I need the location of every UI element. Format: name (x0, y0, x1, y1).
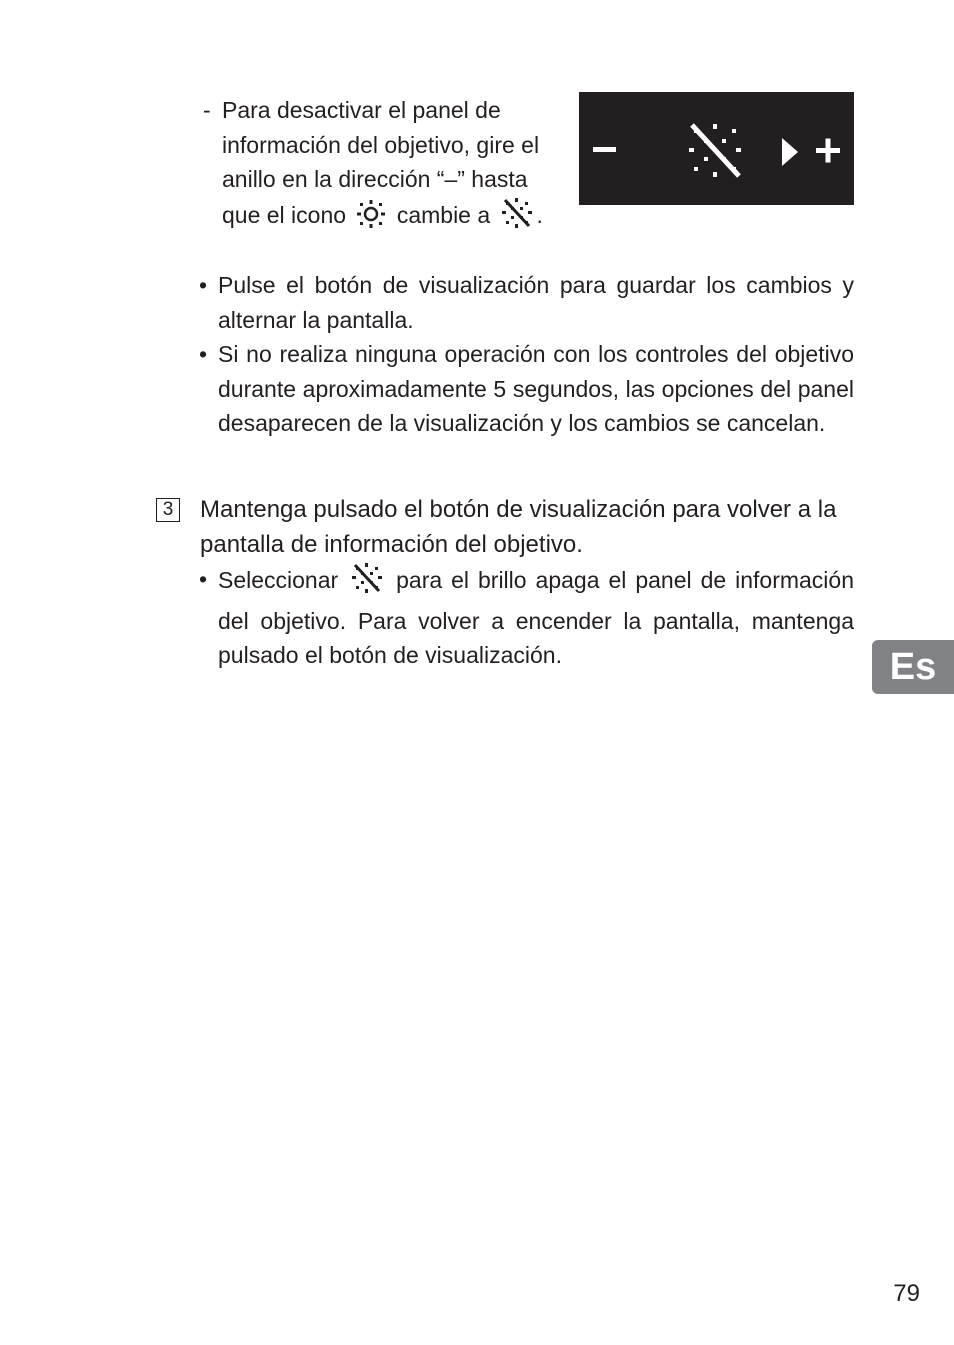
bullet-text: Pulse el botón de visualización para guardar los cambios y alternar la pantalla. (218, 272, 854, 333)
page-number: 79 (893, 1280, 920, 1307)
lens-info-panel-display (579, 92, 854, 205)
intro-text-part2: cambie a (396, 201, 491, 228)
list-item (199, 562, 854, 673)
intro-text-part1: Para desactivar el panel de información del objetivo, gire el anillo en la dirección “–” hasta que el icono (222, 97, 540, 228)
plus-icon (816, 139, 840, 163)
play-arrow-icon (782, 138, 798, 166)
language-tab: Es (872, 640, 954, 694)
bullet-text: Si no realiza ninguna operación con los controles del objetivo durante aproximadamente 5 segundos, las opciones del panel desaparecen de la visualización y los cambios se cancelan. (218, 341, 854, 437)
brightness-icon (356, 199, 386, 239)
list-item (199, 268, 854, 337)
step-bullet-list (199, 562, 854, 673)
dash-marker: - (203, 97, 211, 123)
bullet-list (199, 268, 854, 441)
step-number: 3 (156, 498, 180, 522)
list-item (199, 337, 854, 441)
step-title: Mantenga pulsado el botón de visualización para volver a la pantalla de información del objetivo. (200, 496, 837, 558)
bullet-marker: • (199, 566, 208, 592)
intro-text-end: . (536, 201, 543, 228)
brightness-off-icon (689, 124, 741, 177)
step-bullet-text-part2: para el brillo apaga el panel de información del objetivo. Para volver a encender la pantalla, mantenga pulsado el botón de visualización. (218, 567, 855, 669)
bullet-marker: • (199, 341, 208, 368)
step-bullet-text-part1: Seleccionar (218, 567, 339, 593)
brightness-off-icon (351, 562, 383, 604)
intro-text (222, 93, 562, 238)
bullet-marker: • (199, 272, 208, 298)
minus-icon (593, 147, 616, 152)
brightness-off-icon (501, 197, 533, 239)
